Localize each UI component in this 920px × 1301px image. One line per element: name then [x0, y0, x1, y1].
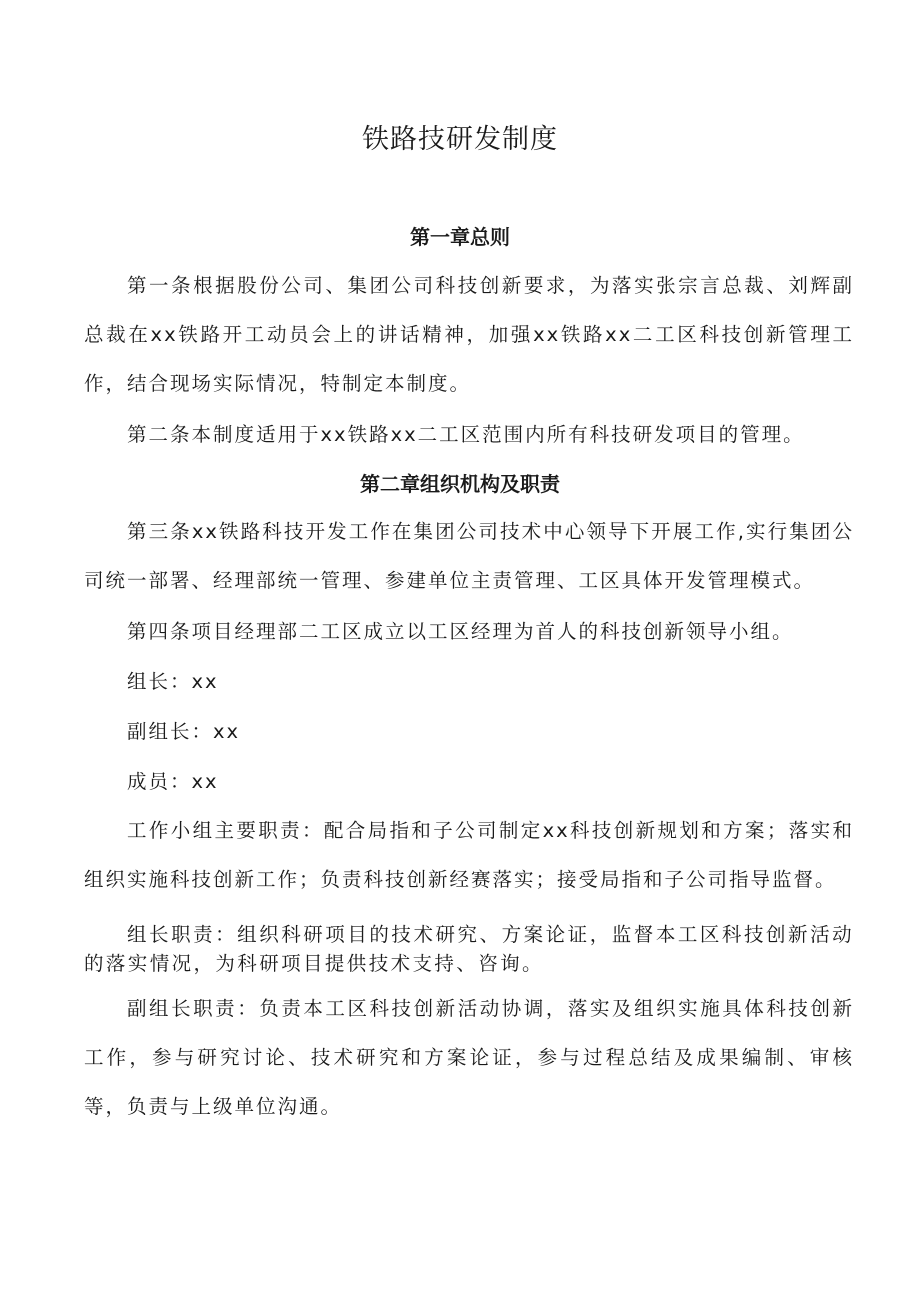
article-3: 第三条xx铁路科技开发工作在集团公司技术中心领导下开展工作,实行集团公司统一部署、经理部统一管理、参建单位主责管理、工区具体开发管理模式。 — [84, 520, 854, 592]
member-deputy-leader: 副组长：xx — [127, 720, 241, 743]
group-duties: 工作小组主要职责：配合局指和子公司制定xx科技创新规划和方案；落实和组织实施科技创新工作；负责科技创新经赛落实；接受局指和子公司指导监督。 — [84, 819, 854, 891]
member-leader: 组长：xx — [127, 670, 219, 693]
article-2: 第二条本制度适用于xx铁路xx二工区范围内所有科技研发项目的管理。 — [127, 423, 805, 446]
leader-duties: 组长职责：组织科研项目的技术研究、方案论证，监督本工区科技创新活动的落实情况，为科研项目提供技术支持、咨询。 — [84, 923, 854, 975]
chapter-heading-2: 第二章组织机构及职责 — [360, 472, 560, 496]
member-members: 成员：xx — [127, 770, 219, 793]
article-4: 第四条项目经理部二工区成立以工区经理为首人的科技创新领导小组。 — [127, 620, 794, 643]
page-title: 铁路技研发制度 — [362, 124, 558, 155]
deputy-leader-duties: 副组长职责：负责本工区科技创新活动协调，落实及组织实施具体科技创新工作，参与研究讨论、技术研究和方案论证，参与过程总结及成果编制、审核等，负责与上级单位沟通。 — [84, 997, 854, 1118]
chapter-heading-1: 第一章总则 — [410, 225, 510, 249]
article-1: 第一条根据股份公司、集团公司科技创新要求，为落实张宗言总裁、刘辉副总裁在xx铁路开工动员会上的讲话精神，加强xx铁路xx二工区科技创新管理工作，结合现场实际情况，特制定本制度。 — [84, 274, 854, 395]
